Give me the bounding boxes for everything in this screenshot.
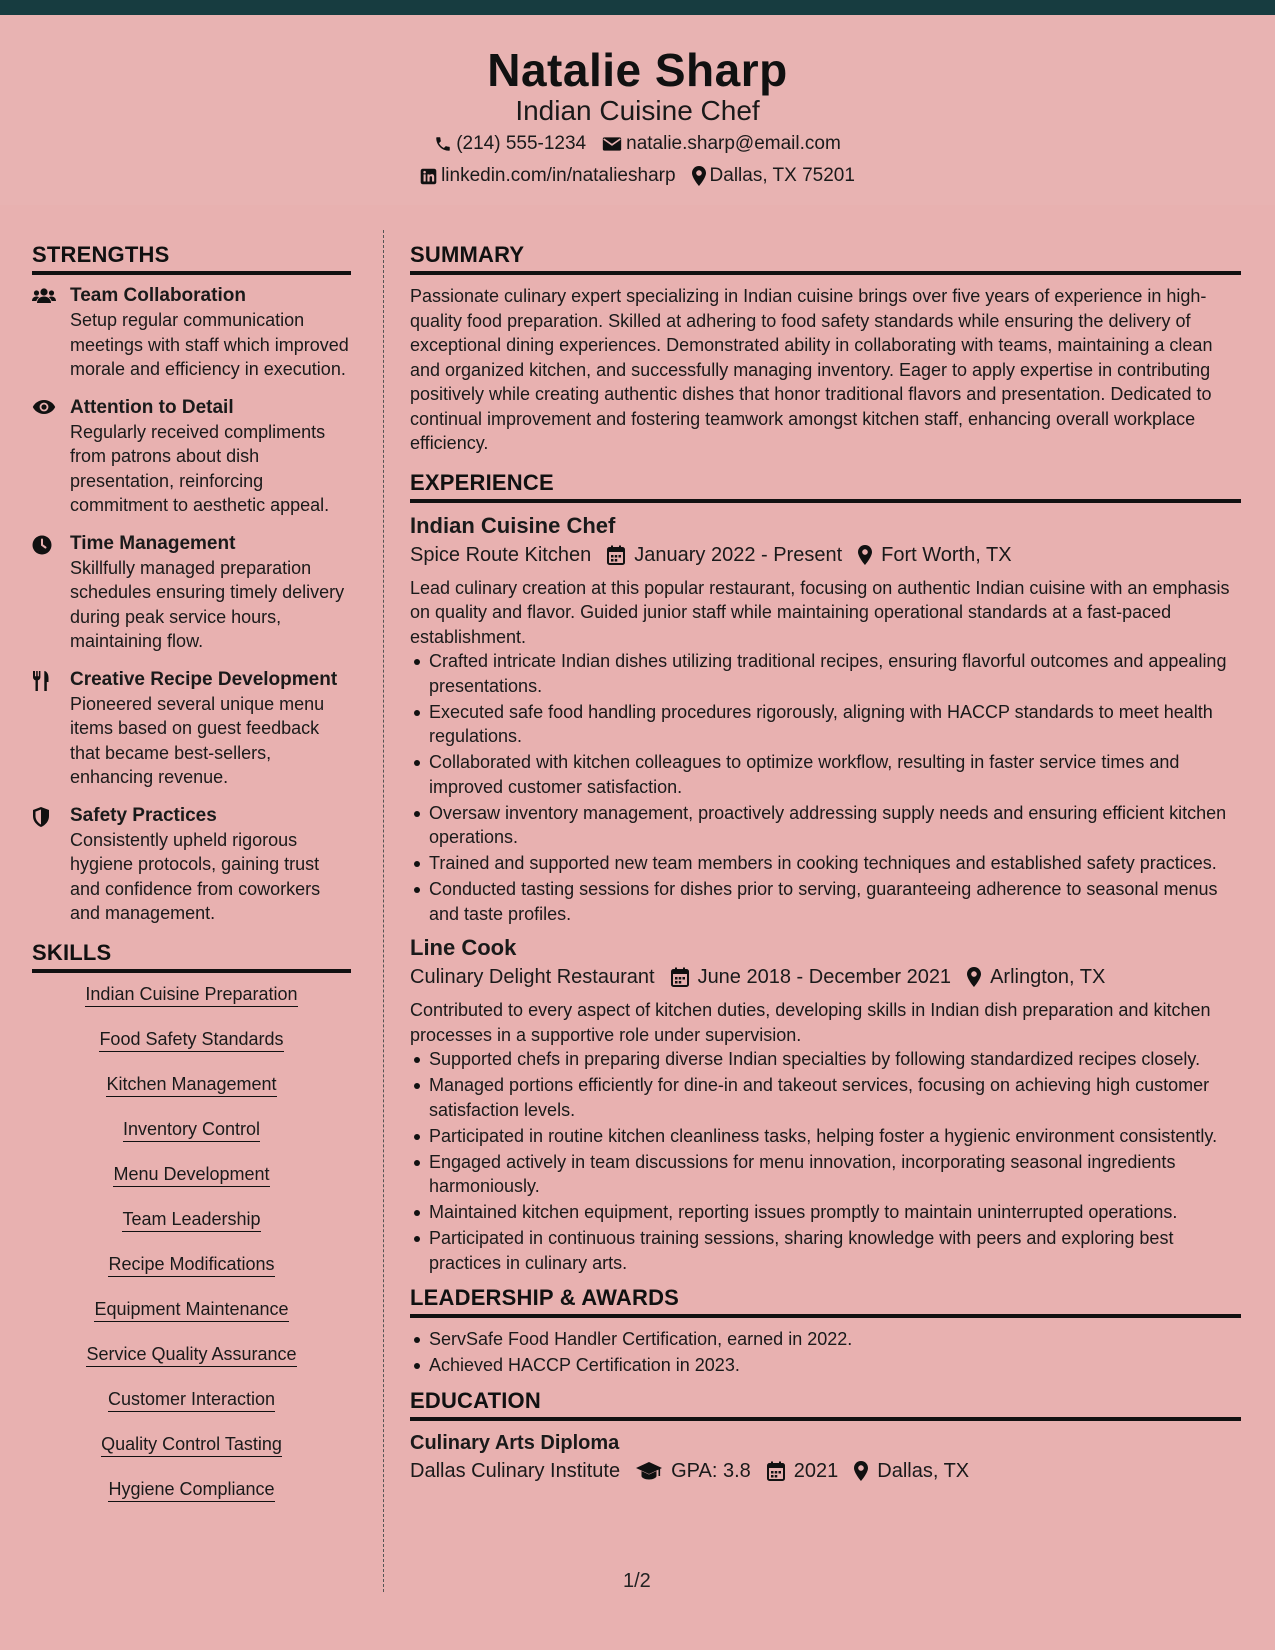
contact-row-2 <box>0 165 1275 187</box>
job-title: Line Cook <box>410 935 517 960</box>
job-title: Indian Cuisine Chef <box>410 512 616 538</box>
job-bullet: Collaborated with kitchen colleagues to optimize workflow, resulting in faster service times and improved customer satisfaction. <box>410 750 1241 799</box>
job-meta <box>410 540 1241 570</box>
summary-text: Passionate culinary expert specializing in Indian cuisine brings over five years of experience in high-quality food preparation. Skilled at adhering to food safety standards while ensuring the delivery of exceptional dining experiences. Demonstrated ability in collaborating with teams, maintaining a clean and organized kitchen, and successfully managing inventory. Eager to apply expertise in contributing positively while creating authentic dishes that honor traditional flavors and presentation. Dedicated to continual improvement and fostering teamwork amongst kitchen staff, enhancing overall workplace efficiency. <box>410 286 1213 453</box>
leadership-section <box>410 1285 1241 1378</box>
leadership-heading: LEADERSHIP & AWARDS <box>410 1285 1241 1318</box>
skills-heading: SKILLS <box>32 940 351 973</box>
job-bullet: Managed portions efficiently for dine-in and takeout services, focusing on achieving high customer satisfaction levels. <box>410 1073 1241 1122</box>
skill-tag: Equipment Maintenance <box>94 1297 288 1322</box>
job-dates: January 2022 - Present <box>634 543 843 566</box>
skill-tag: Food Safety Standards <box>99 1027 283 1052</box>
email-text: natalie.sharp@email.com <box>626 133 841 154</box>
email-contact[interactable] <box>602 133 841 155</box>
job-bullet: Conducted tasting sessions for dishes prior to serving, guaranteeing adherence to seasonal menus and taste profiles. <box>410 877 1241 926</box>
linkedin-text: linkedin.com/in/nataliesharp <box>441 165 676 186</box>
skill-tag: Indian Cuisine Preparation <box>85 982 297 1007</box>
clock-icon <box>32 532 56 654</box>
strength-item <box>32 804 351 926</box>
summary-section <box>410 242 1241 456</box>
location-contact <box>692 165 855 187</box>
envelope-icon <box>602 136 622 152</box>
skill-tag: Inventory Control <box>123 1117 260 1142</box>
left-column <box>32 242 351 1522</box>
candidate-name: Natalie Sharp <box>487 44 788 96</box>
right-column <box>410 242 1241 1496</box>
skill-tag: Hygiene Compliance <box>108 1477 274 1502</box>
job-bullet: Supported chefs in preparing diverse Indian specialties by following standardized recipes closely. <box>410 1047 1241 1072</box>
job-bullet: Executed safe food handling procedures rigorously, aligning with HACCP standards to meet health regulations. <box>410 700 1241 749</box>
resume-header <box>0 15 1275 205</box>
education-location: Dallas, TX <box>877 1459 970 1482</box>
shield-icon <box>32 804 56 926</box>
leadership-item: Achieved HACCP Certification in 2023. <box>410 1353 1241 1378</box>
users-icon <box>32 284 56 382</box>
calendar-icon <box>671 967 689 987</box>
strength-item <box>32 668 351 790</box>
linkedin-icon <box>420 168 437 185</box>
column-divider <box>383 230 384 1592</box>
job-bullet: Participated in continuous training sessions, sharing knowledge with peers and exploring best practices in culinary arts. <box>410 1226 1241 1275</box>
strength-name: Time Management <box>70 532 236 554</box>
strength-desc: Pioneered several unique menu items based on guest feedback that became best-sellers, enhancing revenue. <box>70 693 325 787</box>
map-pin-icon <box>854 1461 868 1481</box>
company-name: Spice Route Kitchen <box>410 543 592 566</box>
job-bullet: Maintained kitchen equipment, reporting issues promptly to maintain uninterrupted operations. <box>410 1200 1241 1225</box>
strength-desc: Consistently upheld rigorous hygiene protocols, gaining trust and confidence from coworkers and management. <box>70 829 321 923</box>
contact-row-1 <box>0 133 1275 155</box>
strength-desc: Skillfully managed preparation schedules ensuring timely delivery during peak service hours, maintaining flow. <box>70 557 345 651</box>
skill-tag: Menu Development <box>113 1162 269 1187</box>
skills-section <box>32 940 351 1522</box>
utensils-icon <box>32 668 56 790</box>
candidate-title: Indian Cuisine Chef <box>515 95 760 126</box>
strength-name: Creative Recipe Development <box>70 668 338 690</box>
education-heading: EDUCATION <box>410 1388 1241 1421</box>
strengths-heading: STRENGTHS <box>32 242 351 275</box>
job-entry <box>410 512 1241 927</box>
job-meta <box>410 962 1241 992</box>
job-bullet: Crafted intricate Indian dishes utilizing traditional recipes, ensuring flavorful outcomes and appealing presentations. <box>410 649 1241 698</box>
company-name: Culinary Delight Restaurant <box>410 966 655 988</box>
job-bullet: Participated in routine kitchen cleanliness tasks, helping foster a hygienic environment consistently. <box>410 1124 1241 1149</box>
education-section <box>410 1388 1241 1486</box>
skill-list <box>32 982 351 1522</box>
skill-tag: Kitchen Management <box>106 1072 276 1097</box>
job-bullet: Engaged actively in team discussions for menu innovation, incorporating seasonal ingredients harmoniously. <box>410 1150 1241 1199</box>
strength-name: Safety Practices <box>70 804 217 826</box>
degree-name: Culinary Arts Diploma <box>410 1431 620 1454</box>
job-location: Fort Worth, TX <box>881 543 1012 566</box>
strength-item <box>32 396 351 518</box>
strength-item <box>32 284 351 382</box>
graduation-year: 2021 <box>793 1459 839 1482</box>
phone-text: (214) 555-1234 <box>456 133 587 154</box>
experience-heading: EXPERIENCE <box>410 470 1241 503</box>
strength-name: Team Collaboration <box>70 285 246 306</box>
map-pin-icon <box>692 166 706 186</box>
map-pin-icon <box>967 967 981 987</box>
experience-section <box>410 470 1241 1276</box>
job-bullets <box>410 1047 1241 1275</box>
job-entry <box>410 934 1241 1275</box>
skill-tag: Recipe Modifications <box>108 1252 274 1277</box>
education-meta <box>410 1456 1241 1486</box>
graduation-cap-icon <box>636 1461 662 1481</box>
gpa-text: GPA: 3.8 <box>671 1459 751 1482</box>
summary-heading: SUMMARY <box>410 242 1241 275</box>
strength-name: Attention to Detail <box>70 396 234 418</box>
location-text: Dallas, TX 75201 <box>709 165 855 186</box>
map-pin-icon <box>858 545 872 565</box>
strength-item <box>32 532 351 654</box>
eye-icon <box>32 396 56 518</box>
skill-tag: Team Leadership <box>122 1207 260 1232</box>
leadership-item: ServSafe Food Handler Certification, earned in 2022. <box>410 1327 1241 1352</box>
skill-tag: Service Quality Assurance <box>86 1342 296 1367</box>
leadership-list <box>410 1327 1241 1378</box>
job-description: Lead culinary creation at this popular restaurant, focusing on authentic Indian cuisine with an emphasis on quality and flavor. Guided junior staff while maintaining operational standards at a fast-paced establishment. <box>410 577 1230 647</box>
page-number: 1/2 <box>623 1570 651 1592</box>
skill-tag: Customer Interaction <box>108 1387 275 1412</box>
job-location: Arlington, TX <box>990 966 1106 988</box>
strength-desc: Setup regular communication meetings with staff which improved morale and efficiency in execution. <box>70 310 349 379</box>
school-name: Dallas Culinary Institute <box>410 1459 621 1482</box>
linkedin-contact[interactable] <box>420 165 675 187</box>
top-accent-bar <box>0 0 1275 15</box>
phone-icon <box>434 135 452 153</box>
skill-tag: Quality Control Tasting <box>101 1432 282 1457</box>
calendar-icon <box>607 545 625 565</box>
strength-desc: Regularly received compliments from patrons about dish presentation, reinforcing commitment to aesthetic appeal. <box>70 421 330 515</box>
job-description: Contributed to every aspect of kitchen duties, developing skills in Indian dish preparation and kitchen processes in a supportive role under supervision. <box>410 1000 1211 1045</box>
job-bullet: Oversaw inventory management, proactively addressing supply needs and ensuring efficient kitchen operations. <box>410 801 1241 850</box>
phone-contact <box>434 133 586 155</box>
job-dates: June 2018 - December 2021 <box>697 966 952 988</box>
job-bullets <box>410 649 1241 926</box>
job-bullet: Trained and supported new team members in cooking techniques and established safety practices. <box>410 851 1241 876</box>
calendar-icon <box>767 1461 785 1481</box>
